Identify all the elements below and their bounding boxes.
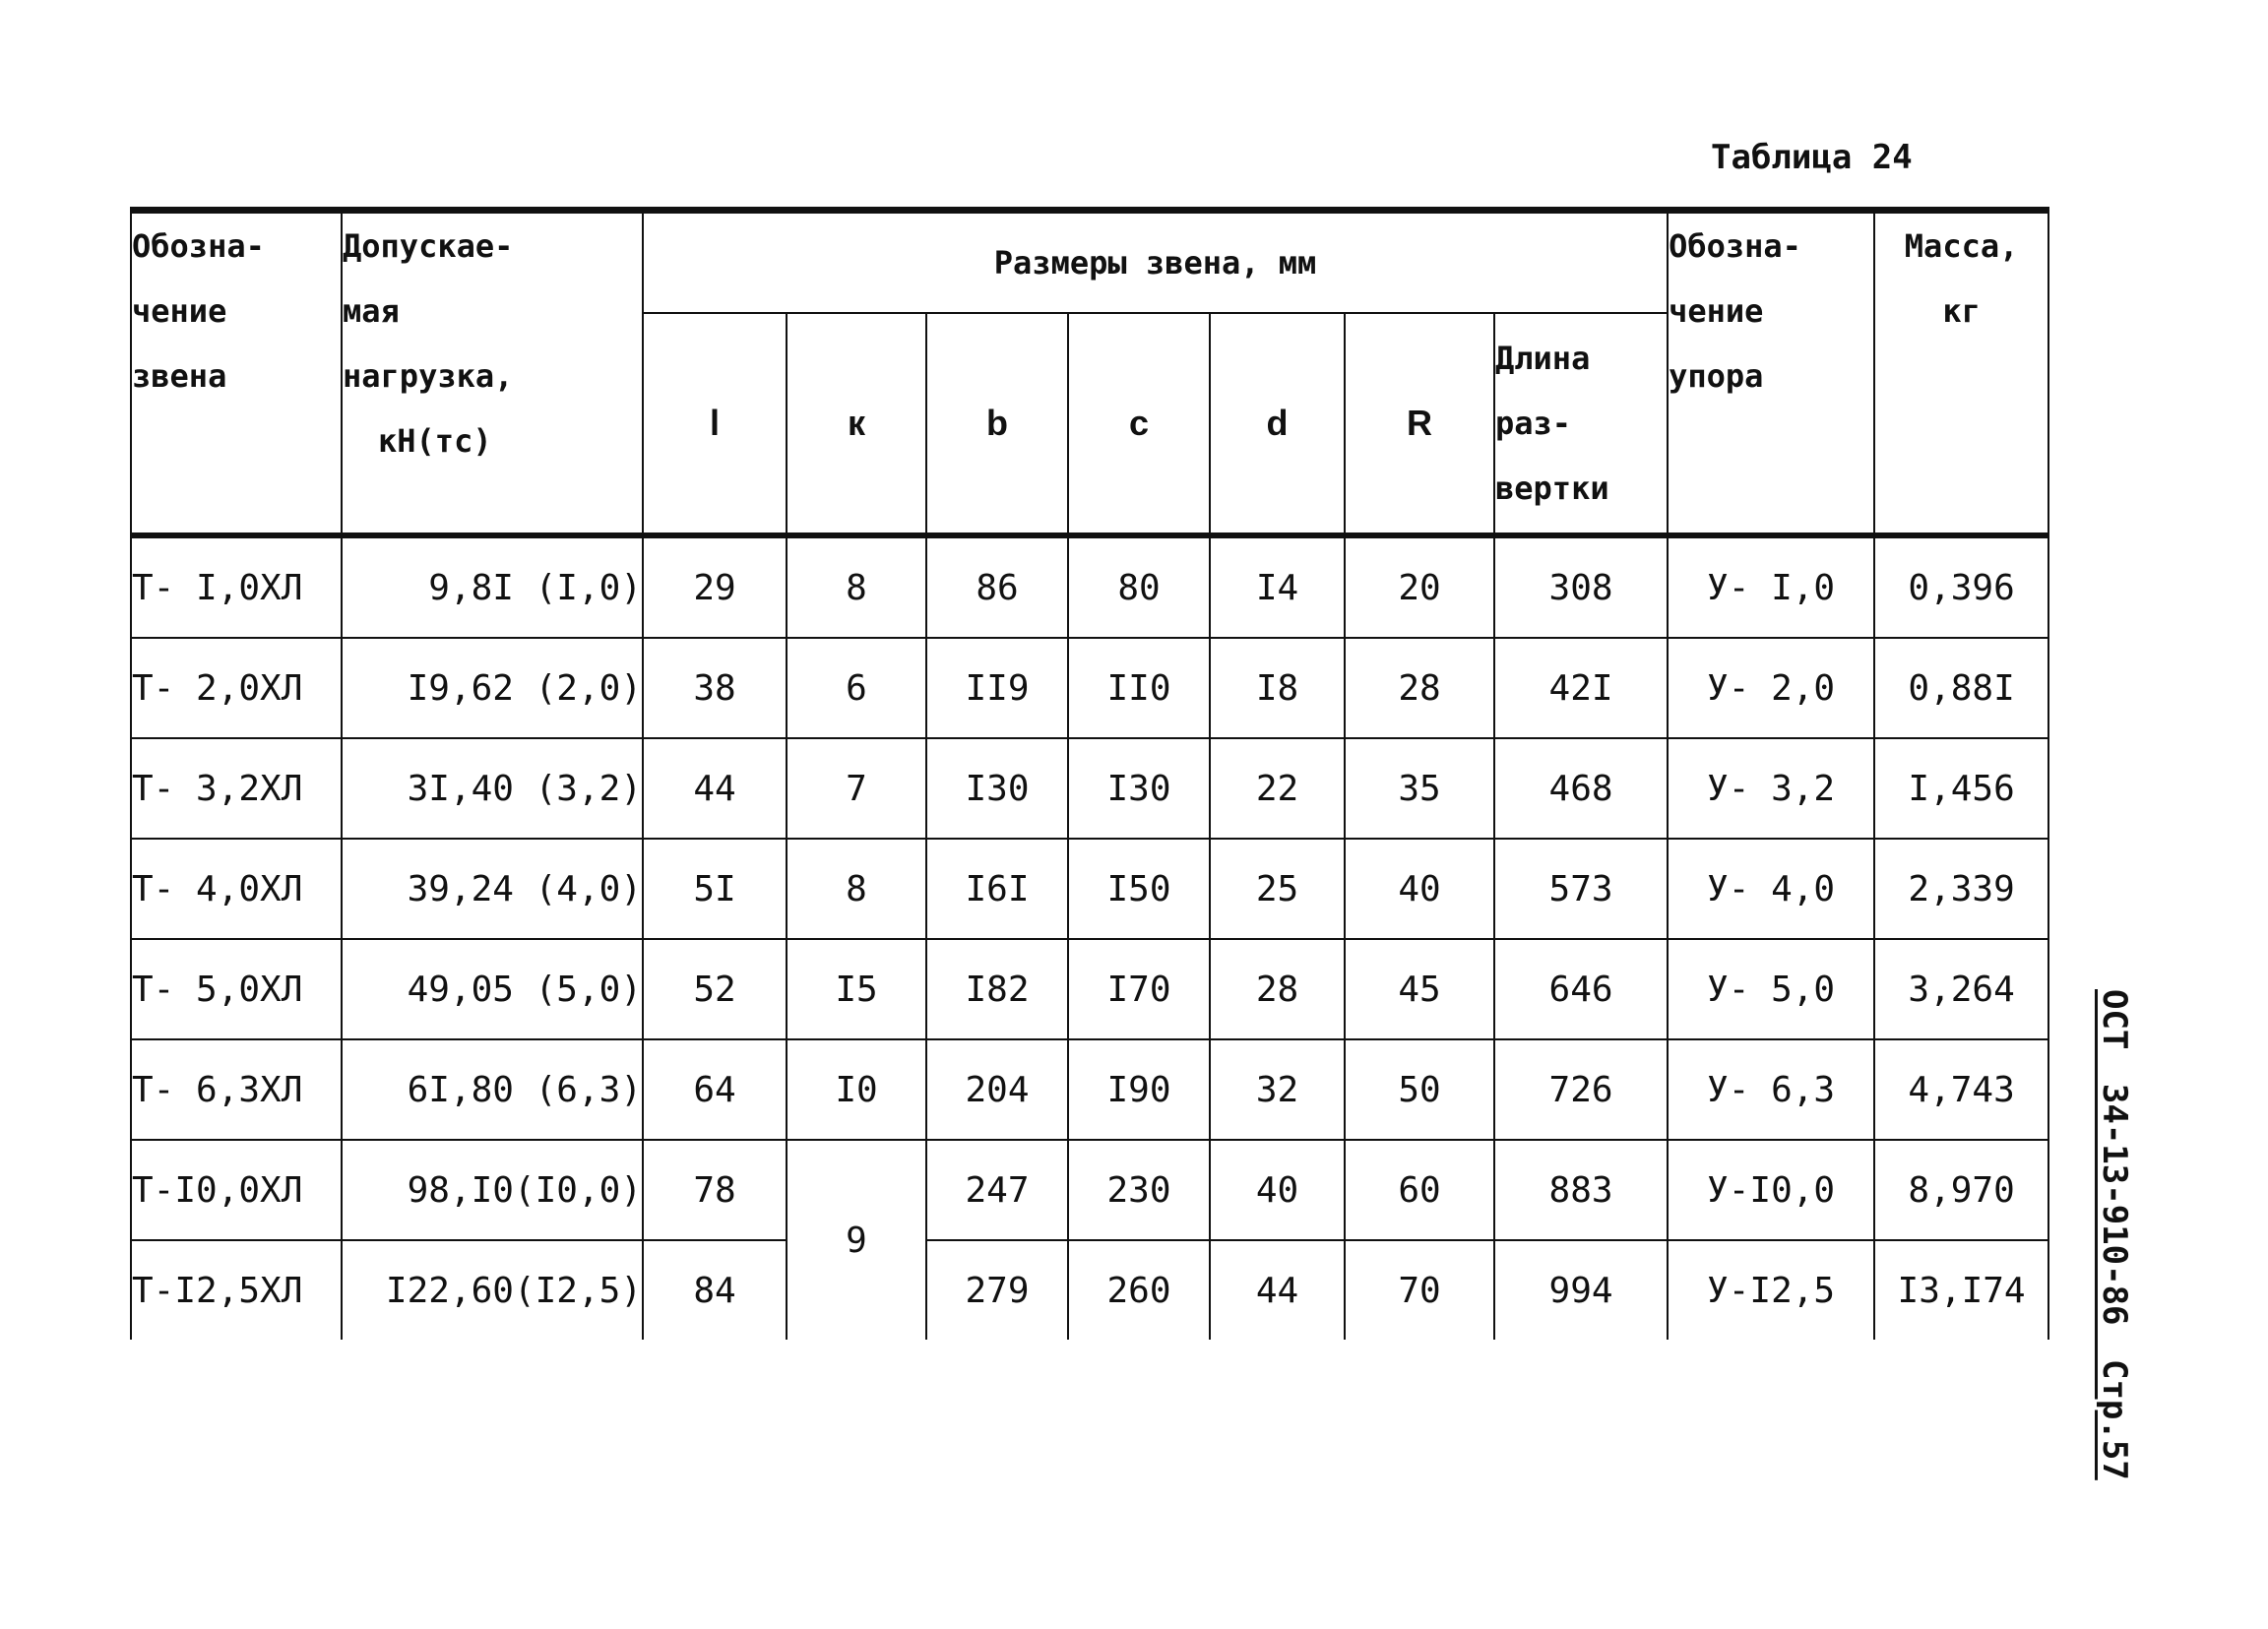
cell-stop: У- I,0 — [1668, 535, 1874, 638]
cell-mass: 3,264 — [1874, 939, 2048, 1039]
header-dim-c: c — [1068, 313, 1210, 535]
header-stop-code: Обозна- чение упора — [1668, 211, 1874, 536]
cell-code: Т- 2,0ХЛ — [131, 638, 342, 738]
cell-c: I70 — [1068, 939, 1210, 1039]
header-allowed-load: Допускае- мая нагрузка, кН(тс) — [342, 211, 643, 536]
cell-d: 44 — [1210, 1240, 1345, 1340]
cell-load: 49,05 (5,0) — [342, 939, 643, 1039]
cell-stop: У-I0,0 — [1668, 1140, 1874, 1240]
cell-mass: I3,I74 — [1874, 1240, 2048, 1340]
cell-k: 8 — [787, 839, 926, 939]
cell-b: 247 — [926, 1140, 1068, 1240]
cell-k: I0 — [787, 1039, 926, 1140]
cell-length: 883 — [1494, 1140, 1668, 1240]
cell-load: I22,60(I2,5) — [342, 1240, 643, 1340]
cell-d: 32 — [1210, 1039, 1345, 1140]
link-spec-table — [130, 207, 2049, 1340]
cell-mass: 4,743 — [1874, 1039, 2048, 1140]
cell-b: 204 — [926, 1039, 1068, 1140]
cell-c: II0 — [1068, 638, 1210, 738]
cell-b: II9 — [926, 638, 1068, 738]
cell-r: 50 — [1345, 1039, 1494, 1140]
cell-code: Т- 5,0ХЛ — [131, 939, 342, 1039]
cell-mass: 2,339 — [1874, 839, 2048, 939]
cell-c: I90 — [1068, 1039, 1210, 1140]
cell-length: 994 — [1494, 1240, 1668, 1340]
table-row — [131, 1039, 2048, 1140]
cell-d: I4 — [1210, 535, 1345, 638]
cell-length: 726 — [1494, 1039, 1668, 1140]
cell-mass: I,456 — [1874, 738, 2048, 839]
cell-b: I82 — [926, 939, 1068, 1039]
cell-b: I6I — [926, 839, 1068, 939]
table-row — [131, 839, 2048, 939]
header-link-code: Обозна- чение звена — [131, 211, 342, 536]
cell-code: Т- 6,3ХЛ — [131, 1039, 342, 1140]
header-dim-d: d — [1210, 313, 1345, 535]
header-dim-l: l — [643, 313, 787, 535]
cell-d: 40 — [1210, 1140, 1345, 1240]
cell-l: 84 — [643, 1240, 787, 1340]
cell-d: 22 — [1210, 738, 1345, 839]
cell-r: 60 — [1345, 1140, 1494, 1240]
cell-c: 260 — [1068, 1240, 1210, 1340]
cell-k-merged: 9 — [787, 1140, 926, 1340]
cell-code: Т- 3,2ХЛ — [131, 738, 342, 839]
cell-l: 64 — [643, 1039, 787, 1140]
table-row — [131, 638, 2048, 738]
cell-c: 80 — [1068, 535, 1210, 638]
header-link-dimensions: Размеры звена, мм — [643, 211, 1668, 314]
cell-b: 279 — [926, 1240, 1068, 1340]
cell-l: 38 — [643, 638, 787, 738]
table-row — [131, 535, 2048, 638]
cell-code: Т- 4,0ХЛ — [131, 839, 342, 939]
cell-stop: У- 6,3 — [1668, 1039, 1874, 1140]
cell-l: 44 — [643, 738, 787, 839]
table-row — [131, 1240, 2048, 1340]
cell-c: I30 — [1068, 738, 1210, 839]
cell-k: 8 — [787, 535, 926, 638]
cell-length: 468 — [1494, 738, 1668, 839]
document-reference: ОСТ 34-13-910-86 Стр.57 — [2095, 989, 2134, 1480]
cell-r: 40 — [1345, 839, 1494, 939]
cell-r: 70 — [1345, 1240, 1494, 1340]
table-row — [131, 1140, 2048, 1240]
cell-d: I8 — [1210, 638, 1345, 738]
cell-load: 9,8I (I,0) — [342, 535, 643, 638]
cell-stop: У- 3,2 — [1668, 738, 1874, 839]
cell-load: 98,I0(I0,0) — [342, 1140, 643, 1240]
cell-length: 573 — [1494, 839, 1668, 939]
cell-k: I5 — [787, 939, 926, 1039]
cell-l: 78 — [643, 1140, 787, 1240]
header-mass: Масса, кг — [1874, 211, 2048, 536]
cell-length: 42I — [1494, 638, 1668, 738]
cell-load: 39,24 (4,0) — [342, 839, 643, 939]
cell-b: 86 — [926, 535, 1068, 638]
header-dim-k: к — [787, 313, 926, 535]
cell-length: 308 — [1494, 535, 1668, 638]
cell-l: 29 — [643, 535, 787, 638]
cell-b: I30 — [926, 738, 1068, 839]
cell-k: 6 — [787, 638, 926, 738]
cell-r: 20 — [1345, 535, 1494, 638]
cell-stop: У- 4,0 — [1668, 839, 1874, 939]
table-caption: Таблица 24 — [1711, 138, 1913, 177]
cell-stop: У- 5,0 — [1668, 939, 1874, 1039]
header-dim-r: R — [1345, 313, 1494, 535]
cell-l: 52 — [643, 939, 787, 1039]
cell-d: 28 — [1210, 939, 1345, 1039]
cell-d: 25 — [1210, 839, 1345, 939]
cell-code: Т- I,0ХЛ — [131, 535, 342, 638]
cell-r: 45 — [1345, 939, 1494, 1039]
cell-l: 5I — [643, 839, 787, 939]
cell-stop: У- 2,0 — [1668, 638, 1874, 738]
cell-load: 3I,40 (3,2) — [342, 738, 643, 839]
cell-c: 230 — [1068, 1140, 1210, 1240]
cell-code: Т-I0,0ХЛ — [131, 1140, 342, 1240]
cell-load: 6I,80 (6,3) — [342, 1039, 643, 1140]
cell-stop: У-I2,5 — [1668, 1240, 1874, 1340]
cell-mass: 8,970 — [1874, 1140, 2048, 1240]
table-row — [131, 939, 2048, 1039]
table-row — [131, 738, 2048, 839]
cell-r: 35 — [1345, 738, 1494, 839]
cell-c: I50 — [1068, 839, 1210, 939]
cell-r: 28 — [1345, 638, 1494, 738]
header-dim-b: b — [926, 313, 1068, 535]
cell-mass: 0,396 — [1874, 535, 2048, 638]
cell-length: 646 — [1494, 939, 1668, 1039]
cell-mass: 0,88I — [1874, 638, 2048, 738]
cell-load: I9,62 (2,0) — [342, 638, 643, 738]
cell-code: Т-I2,5ХЛ — [131, 1240, 342, 1340]
cell-k: 7 — [787, 738, 926, 839]
header-unfold-length: Длина раз- вертки — [1494, 313, 1668, 535]
